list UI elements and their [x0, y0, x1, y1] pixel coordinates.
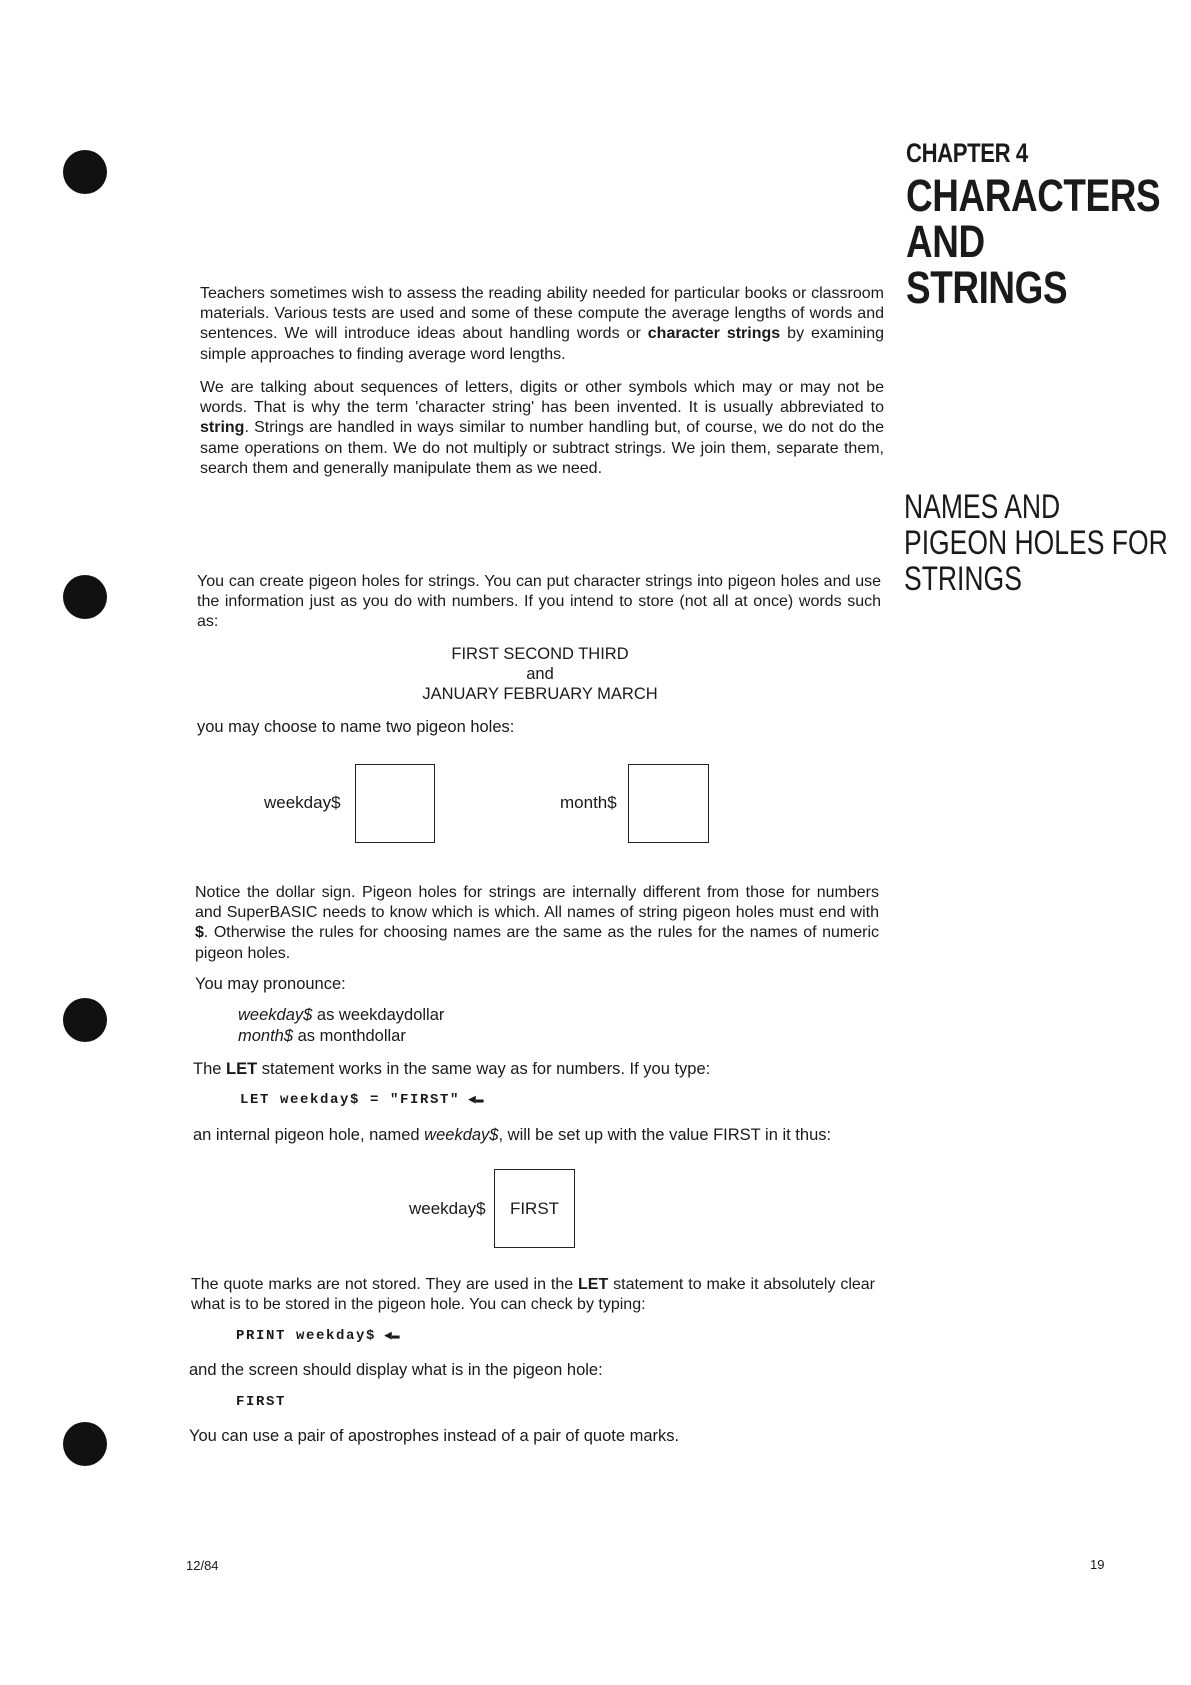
- pronounce-weekday: weekday$ as weekdaydollar: [238, 1006, 445, 1024]
- pigeon-holes-paragraph: You can create pigeon holes for strings. You can put character strings into pigeon holes and use the information just as you do with numbers. If you intend to store (not all at once) words such as:: [197, 573, 881, 631]
- chapter-title-line-1: CHARACTERS: [906, 170, 1161, 221]
- apostrophe-line: You can use a pair of apostrophes instead of a pair of quote marks.: [189, 1427, 680, 1445]
- pronounce-month: month$ as monthdollar: [238, 1027, 406, 1045]
- enter-key-icon: ◀▬: [384, 1328, 400, 1343]
- chapter-title-line-3: STRINGS: [906, 262, 1068, 313]
- screen-display-line: and the screen should display what is in the pigeon hole:: [189, 1361, 603, 1379]
- code-print-weekday: PRINT weekday$ ◀▬: [236, 1328, 400, 1344]
- month-pigeon-hole: [628, 764, 709, 843]
- code-let-weekday: LET weekday$ = "FIRST" ◀▬: [240, 1092, 484, 1108]
- hole-punch-4: [63, 1422, 107, 1466]
- chapter-title-line-2: AND: [906, 216, 985, 267]
- internal-pigeon-hole-line: an internal pigeon hole, named weekday$, will be set up with the value FIRST in it thus:: [193, 1126, 832, 1144]
- section-heading-line-3: STRINGS: [904, 560, 1022, 598]
- words-line-1: FIRST SECOND THIRD: [451, 645, 629, 663]
- weekday-first-box-label: weekday$: [409, 1199, 486, 1218]
- weekday-first-pigeon-hole: [494, 1169, 575, 1248]
- code-first-output: FIRST: [236, 1394, 287, 1410]
- hole-punch-2: [63, 575, 107, 619]
- let-statement-line: The LET statement works in the same way as for numbers. If you type:: [193, 1060, 711, 1078]
- words-line-2: JANUARY FEBRUARY MARCH: [422, 685, 658, 703]
- enter-key-icon: ◀▬: [468, 1092, 484, 1107]
- weekday-pigeon-hole: [355, 764, 435, 843]
- month-box-label: month$: [560, 793, 617, 812]
- dollar-sign-paragraph: Notice the dollar sign. Pigeon holes for strings are internally different from those for numbers and SuperBASIC needs to know which is which. All names of string pigeon holes must end with $. Otherwise the rules for choosing names are the same as the rules for the names of numeric pigeon holes.: [195, 884, 879, 962]
- quote-marks-paragraph: The quote marks are not stored. They are used in the LET statement to make it absolutely clear what is to be stored in the pigeon hole. You can check by typing:: [191, 1276, 876, 1314]
- weekday-box-label: weekday$: [264, 793, 341, 812]
- footer-date: 12/84: [186, 1558, 219, 1573]
- words-and: and: [526, 665, 554, 683]
- intro-paragraph-1: Teachers sometimes wish to assess the reading ability needed for particular books or classroom materials. Various tests are used and some of these compute the average lengths of words and sentences. We will introduce ideas about handling words or character strings by examining simple approaches to finding average word lengths.: [200, 285, 884, 363]
- section-heading-line-2: PIGEON HOLES FOR: [904, 524, 1168, 562]
- chapter-label: CHAPTER 4: [906, 138, 1028, 168]
- intro-paragraph-2: We are talking about sequences of letters, digits or other symbols which may or may not be words. That is why the term 'character string' has been invented. It is usually abbreviated to string. Strings are handled in ways similar to number handling but, of course, we do not do the same operations on them. We do not multiply or subtract strings. We join them, separate them, search them and generally manipulate them as we need.: [200, 379, 884, 477]
- weekday-first-value: FIRST: [509, 1198, 560, 1218]
- hole-punch-1: [63, 150, 107, 194]
- page-number: 19: [1090, 1557, 1105, 1572]
- hole-punch-3: [63, 998, 107, 1042]
- choose-names-line: you may choose to name two pigeon holes:: [197, 718, 515, 736]
- section-heading-line-1: NAMES AND: [904, 488, 1061, 526]
- pronounce-line: You may pronounce:: [195, 975, 346, 993]
